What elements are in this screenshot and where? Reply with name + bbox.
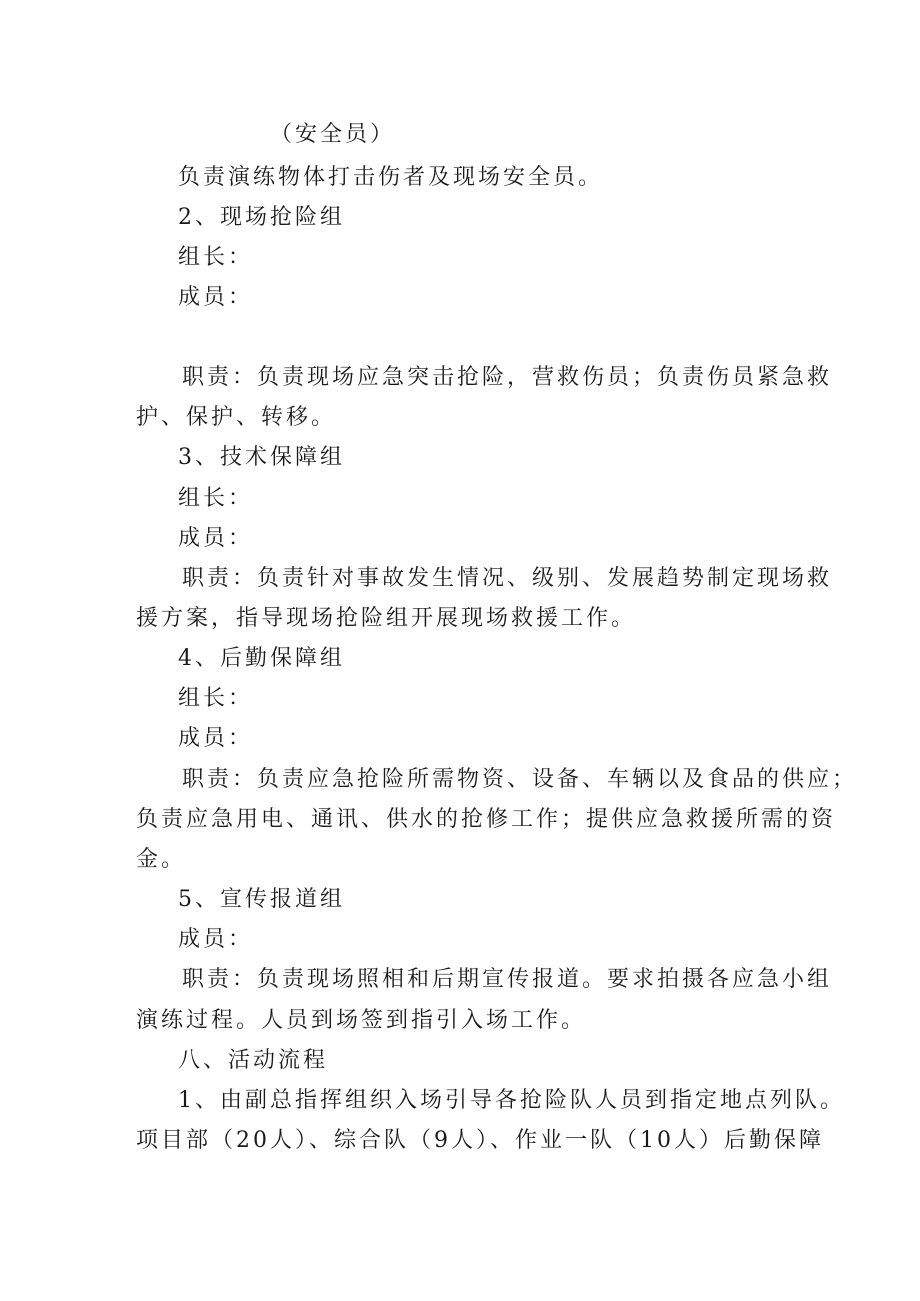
section-heading-tech-support-group: 3、技术保障组 [178, 445, 345, 470]
paragraph-line: 项目部（20人）、综合队（9人）、作业一队（10人）后勤保障 [136, 1128, 824, 1153]
leader-label: 组长： [178, 486, 254, 511]
members-label: 成员： [178, 927, 254, 952]
paragraph-line: 职责：负责现场照相和后期宣传报道。要求拍摄各应急小组 [182, 967, 833, 992]
members-label: 成员： [178, 285, 254, 310]
paragraph-line: 演练过程。人员到场签到指引入场工作。 [136, 1008, 587, 1033]
section-heading-rescue-group: 2、现场抢险组 [178, 205, 345, 230]
leader-label: 组长： [178, 686, 254, 711]
paragraph-line: 援方案，指导现场抢险组开展现场救援工作。 [136, 606, 637, 631]
section-heading-activity-flow: 八、活动流程 [178, 1048, 329, 1073]
safety-officer-label: （安全员） [270, 122, 396, 147]
paragraph-line: 1、由副总指挥组织入场引导各抢险队人员到指定地点列队。 [178, 1088, 845, 1113]
paragraph-line: 负责演练物体打击伤者及现场安全员。 [178, 165, 604, 190]
paragraph-line: 职责：负责现场应急突击抢险，营救伤员；负责伤员紧急救 [182, 365, 833, 390]
section-heading-logistics-group: 4、后勤保障组 [178, 646, 345, 671]
section-heading-publicity-group: 5、宣传报道组 [178, 887, 345, 912]
leader-label: 组长： [178, 245, 254, 270]
members-label: 成员： [178, 526, 254, 551]
paragraph-line: 负责应急用电、通讯、供水的抢修工作；提供应急救援所需的资 [136, 807, 837, 832]
paragraph-line: 护、保护、转移。 [136, 405, 337, 430]
paragraph-line: 职责：负责针对事故发生情况、级别、发展趋势制定现场救 [182, 566, 833, 591]
paragraph-line: 金。 [136, 847, 187, 872]
paragraph-line: 职责：负责应急抢险所需物资、设备、车辆以及食品的供应； [182, 767, 858, 792]
members-label: 成员： [178, 726, 254, 751]
